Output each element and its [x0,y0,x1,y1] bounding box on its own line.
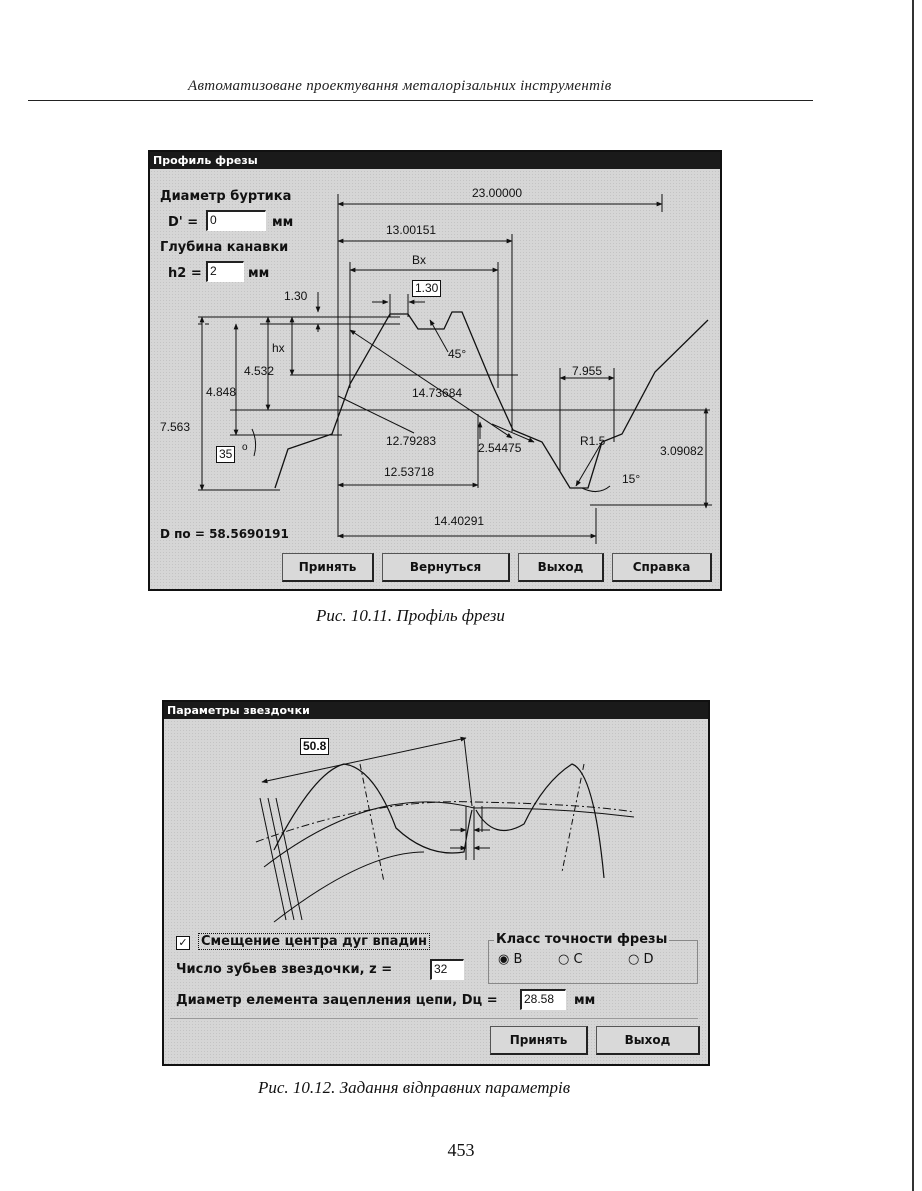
dim-1473684: 14.73684 [412,386,463,400]
dim-top-thickness-field[interactable]: 1.30 [412,280,441,297]
dim-7955: 7.955 [572,364,603,378]
d-prime-unit: мм [272,215,294,230]
cutter-profile-dialog [148,150,722,591]
help-button[interactable]: Справка [612,553,712,582]
tooth-profile-right [476,764,604,878]
dialog-title: Профиль фрезы [150,152,720,169]
profile-angle-degree: o [242,442,248,453]
page-number: 453 [447,1140,475,1160]
dim-4532: 4.532 [244,364,275,378]
dim-bx-label: Bx [412,253,427,267]
accuracy-option-d-label: D [643,952,654,967]
d-prime-label: D' = [168,215,199,230]
dim-1440291: 14.40291 [434,514,485,528]
exit-button[interactable]: Выход [596,1026,700,1055]
dim-angle-45: 45° [448,347,467,361]
pitch-field[interactable]: 50.8 [300,738,329,755]
page-edge-line [912,0,914,1191]
dim-angle-15: 15° [622,472,641,486]
dim-left-130: 1.30 [284,289,308,303]
d-po-readout: D по = 58.5690191 [160,527,289,541]
profile-angle-field[interactable]: 35 [216,446,235,463]
accuracy-option-b[interactable]: ◉ B [498,952,523,967]
exit-button[interactable]: Выход [518,553,604,582]
accuracy-option-c[interactable]: ○ C [558,952,583,967]
dim-r15: R1.5 [580,434,606,448]
profile-curve [275,312,708,488]
dim-1279283: 12.79283 [386,434,437,448]
cutter-profile-drawing [150,152,720,552]
back-button[interactable]: Вернуться [382,553,510,582]
dim-7563: 7.563 [160,420,191,434]
d-prime-input[interactable]: 0 [206,210,266,231]
dim-1253718: 12.53718 [384,465,435,479]
dim-4848: 4.848 [206,385,237,399]
dialog-separator [170,1018,698,1019]
dim-309082: 3.09082 [660,444,704,458]
h2-input[interactable]: 2 [206,261,244,282]
teeth-count-label: Число зубьев звездочки, z = [176,962,393,977]
running-head: Автоматизоване проектування металорізальних інструментів [188,78,612,94]
accept-button[interactable]: Принять [490,1026,588,1055]
offset-checkbox-label[interactable]: Смещение центра дуг впадин [198,933,430,950]
checkbox-check-icon: ✓ [178,937,188,949]
h2-label: h2 = [168,266,202,281]
accuracy-option-d[interactable]: ○ D [628,952,654,967]
accept-button[interactable]: Принять [282,553,374,582]
offset-checkbox[interactable] [176,936,190,950]
sprocket-tooth-drawing [164,702,708,932]
teeth-count-input[interactable]: 32 [430,959,464,980]
accuracy-option-c-label: C [573,952,583,967]
dim-width-2: 13.00151 [386,223,437,237]
chain-diameter-label: Диаметр елемента зацепления цепи, Dц = [176,993,498,1008]
flange-diameter-label: Диаметр буртика [160,189,292,204]
h2-unit: мм [248,266,270,281]
dim-hx-label: hx [272,341,285,355]
accuracy-option-b-label: B [513,952,523,967]
chain-diameter-input[interactable]: 28.58 [520,989,566,1010]
sprocket-parameters-dialog [162,700,710,1066]
dim-254475: 2.54475 [478,441,522,455]
figure-caption-1: Рис. 10.11. Профіль фрези [316,606,505,625]
chain-diameter-unit: мм [574,993,596,1008]
dialog-title: Параметры звездочки [164,702,708,719]
header-rule [28,100,813,101]
figure-caption-2: Рис. 10.12. Задання відправних параметрів [258,1078,571,1097]
dim-total-width: 23.00000 [472,186,523,200]
accuracy-class-label: Класс точности фрезы [496,932,668,947]
groove-depth-label: Глубина канавки [160,240,289,255]
